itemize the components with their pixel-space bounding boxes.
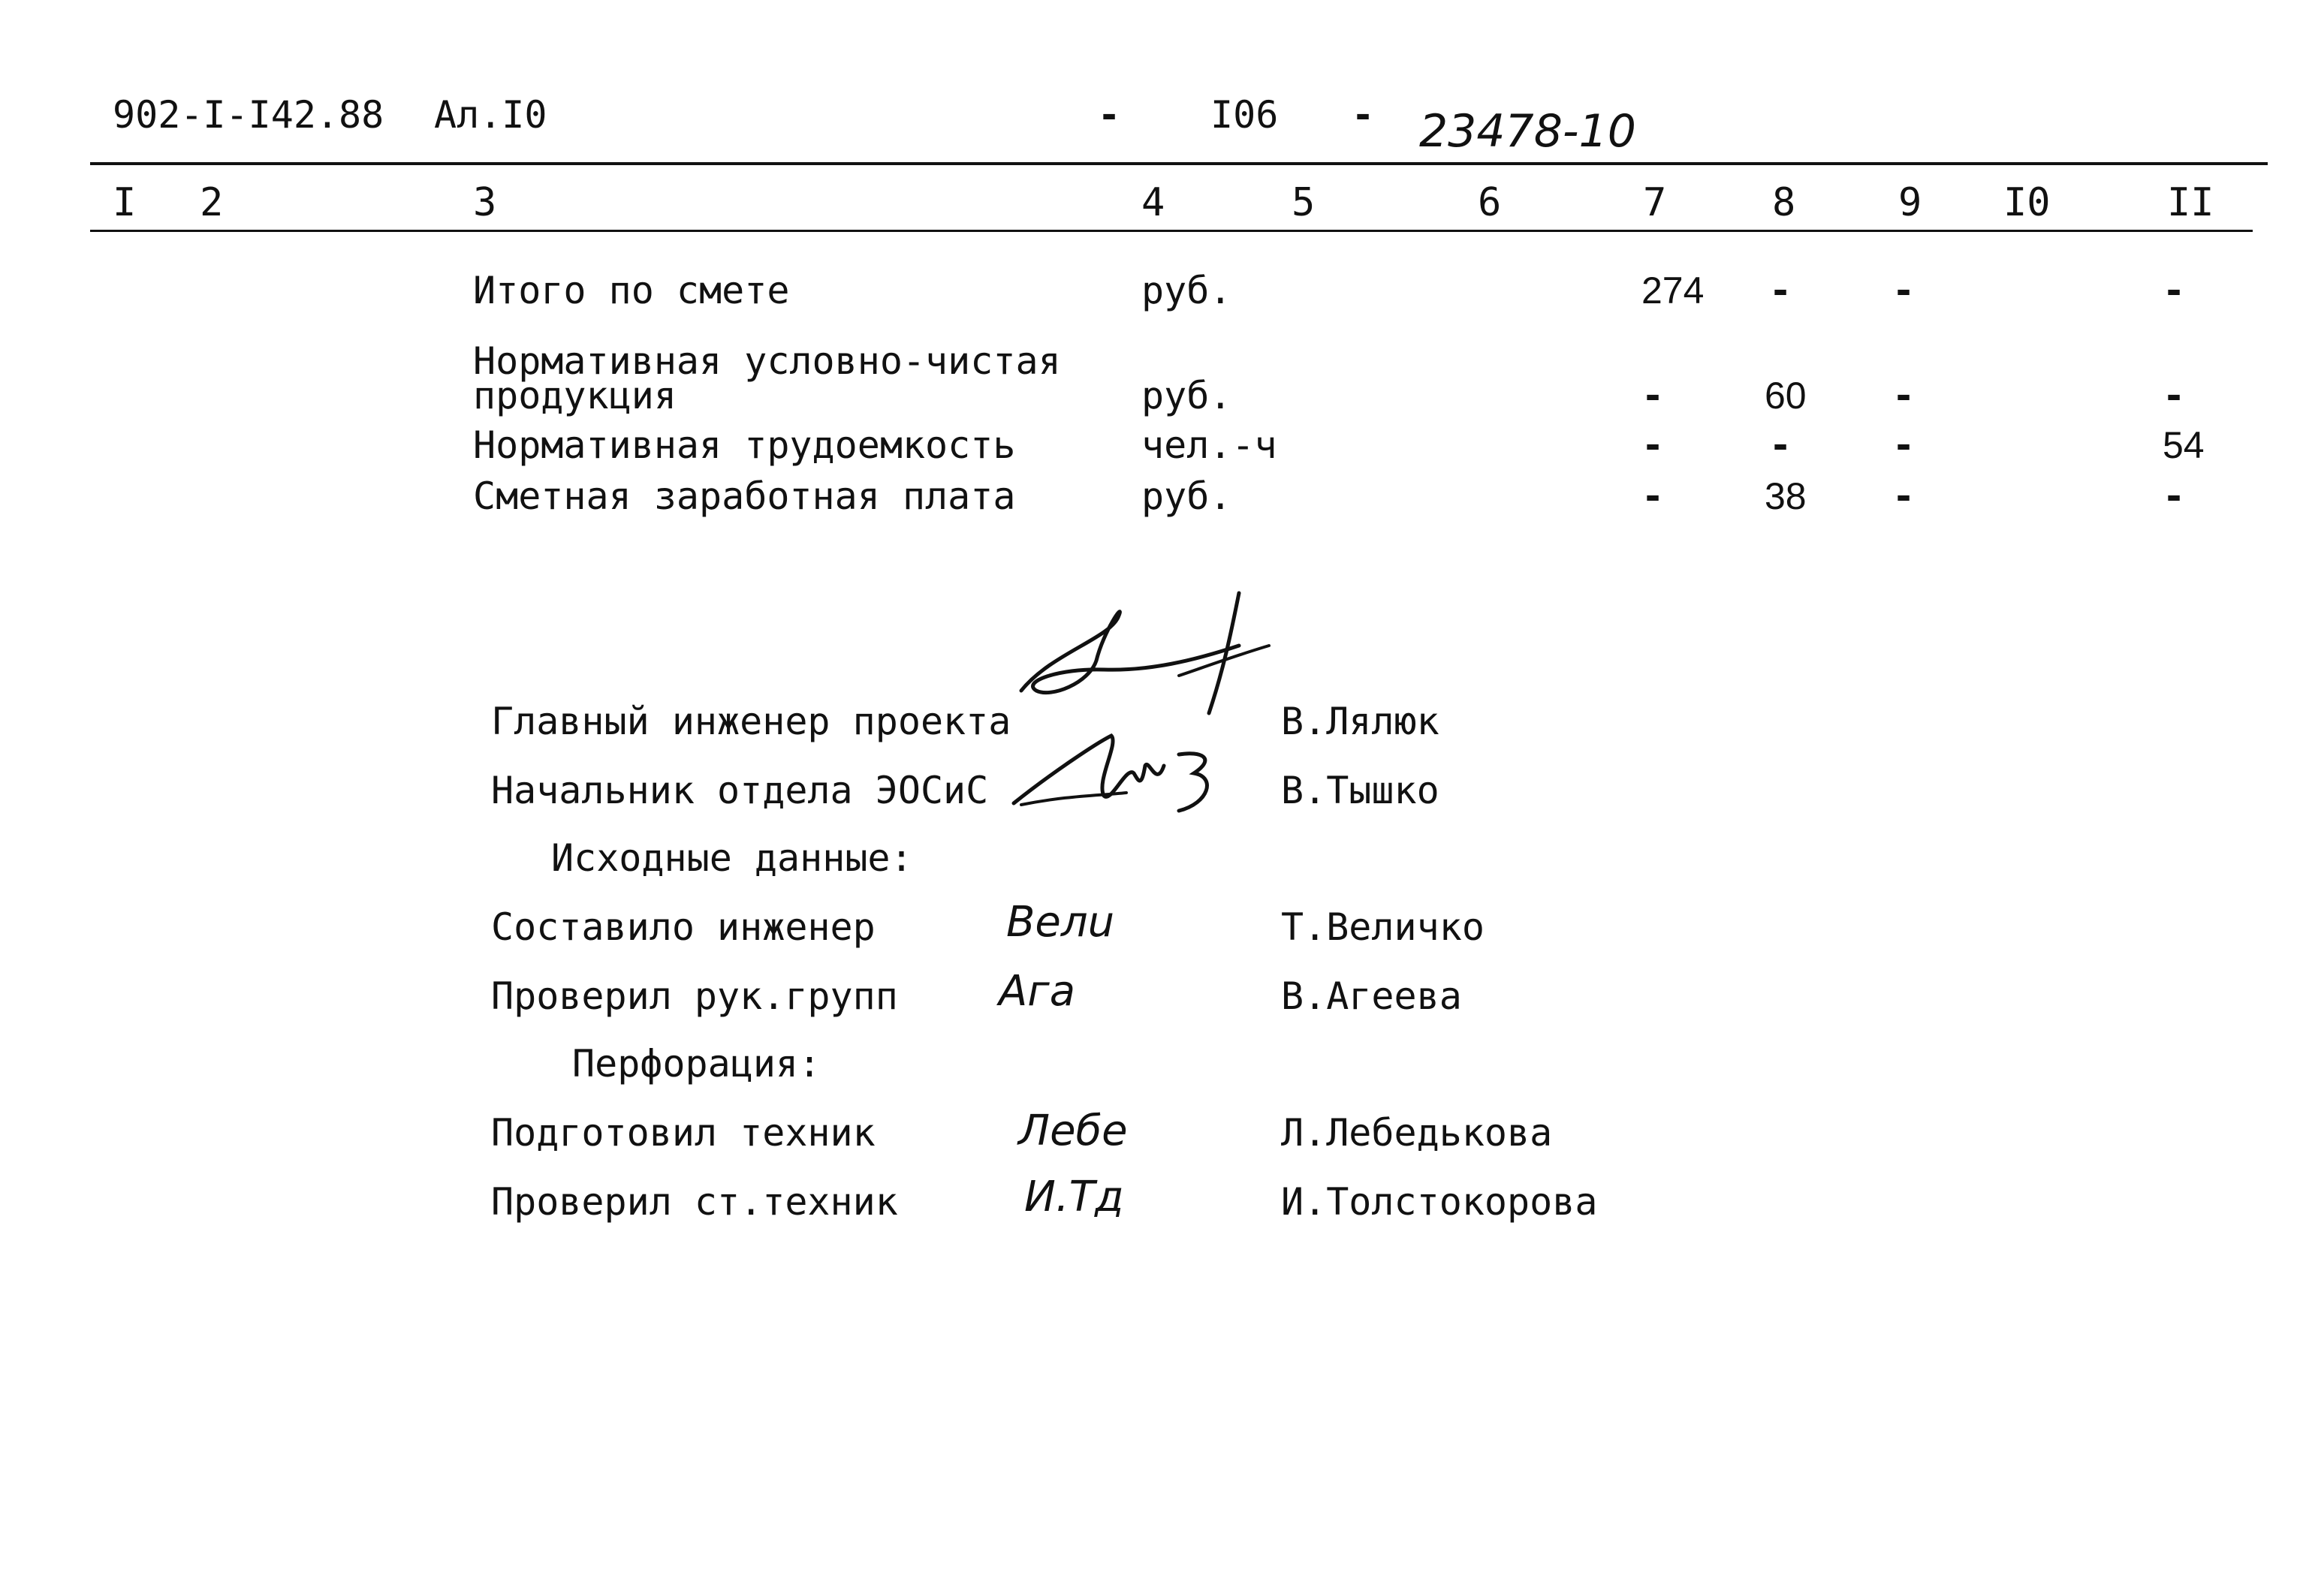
column-number: II <box>2167 180 2214 225</box>
column-number: 5 <box>1292 180 1316 225</box>
row-col8: - <box>1769 423 1792 467</box>
role-prepared: Подготовил техник <box>491 1111 876 1155</box>
signature-prepared: Лебе <box>1018 1107 1128 1155</box>
row-name: Итого по смете <box>473 269 790 312</box>
name-chief-engineer: В.Лялюк <box>1281 700 1439 743</box>
row-name: Нормативная трудоемкость <box>473 423 1016 467</box>
row-col11: - <box>2163 374 2186 417</box>
header-dash-left: - <box>1098 93 1121 137</box>
column-number: 3 <box>473 180 497 225</box>
top-rule <box>90 162 2268 165</box>
row-col11: - <box>2163 474 2186 518</box>
column-number: 2 <box>200 180 224 225</box>
column-number: I0 <box>2003 180 2051 225</box>
column-number: 7 <box>1643 180 1667 225</box>
signature-checked-senior: И.Тд <box>1024 1173 1124 1221</box>
row-col9: - <box>1892 423 1916 467</box>
row-unit: руб. <box>1141 474 1232 518</box>
document-code: 902-I-I42.88 <box>113 93 384 137</box>
column-number: 9 <box>1898 180 1922 225</box>
row-col11: 54 <box>2163 424 2205 466</box>
row-unit: руб. <box>1141 374 1232 417</box>
row-col11: - <box>2163 269 2186 312</box>
source-data-heading: Исходные данные: <box>551 836 913 880</box>
row-col7: 274 <box>1641 270 1705 312</box>
name-prepared: Л.Лебедькова <box>1281 1111 1553 1155</box>
signature-chief-engineer <box>1006 586 1307 736</box>
name-department-head: В.Тышко <box>1281 769 1439 812</box>
signature-compiled: Велu <box>1006 898 1115 947</box>
column-number: 8 <box>1772 180 1796 225</box>
role-compiled: Составило инженер <box>491 905 876 949</box>
name-checked-senior: И.Толстокорова <box>1281 1180 1598 1224</box>
handwritten-number: 23478-10 <box>1419 105 1636 158</box>
role-checked-group: Проверил рук.групп <box>491 974 898 1018</box>
perforation-heading: Перфорация: <box>572 1042 821 1086</box>
row-col8: 38 <box>1765 475 1807 517</box>
row-col9: - <box>1892 474 1916 518</box>
row-unit: чел.-ч <box>1141 423 1277 467</box>
row-col7: - <box>1641 374 1665 417</box>
role-checked-senior: Проверил ст.техник <box>491 1180 898 1224</box>
column-number: 6 <box>1478 180 1502 225</box>
name-compiled: Т.Величко <box>1281 905 1485 949</box>
row-unit: руб. <box>1141 269 1232 312</box>
signature-department-head <box>1006 721 1231 826</box>
name-checked-group: В.Агеева <box>1281 974 1462 1018</box>
row-col7: - <box>1641 474 1665 518</box>
row-col8: 60 <box>1765 375 1807 417</box>
column-number: 4 <box>1141 180 1165 225</box>
row-name: Нормативная условно-чистая <box>473 339 1061 383</box>
header-dash-right: - <box>1352 93 1375 137</box>
role-chief-engineer: Главный инженер проекта <box>491 700 1011 743</box>
column-header-rule <box>90 230 2253 232</box>
row-col8: - <box>1769 269 1792 312</box>
sheet-label: Ал.I0 <box>434 93 547 137</box>
page-number: I06 <box>1210 93 1279 137</box>
row-name: Сметная заработная плата <box>473 474 1016 518</box>
row-col7: - <box>1641 423 1665 467</box>
row-col9: - <box>1892 269 1916 312</box>
row-col9: - <box>1892 374 1916 417</box>
role-department-head: Начальник отдела ЭОСиС <box>491 769 989 812</box>
row-name: продукция <box>473 374 677 417</box>
signature-checked-group: Ага <box>999 967 1076 1016</box>
column-number: I <box>113 180 137 225</box>
